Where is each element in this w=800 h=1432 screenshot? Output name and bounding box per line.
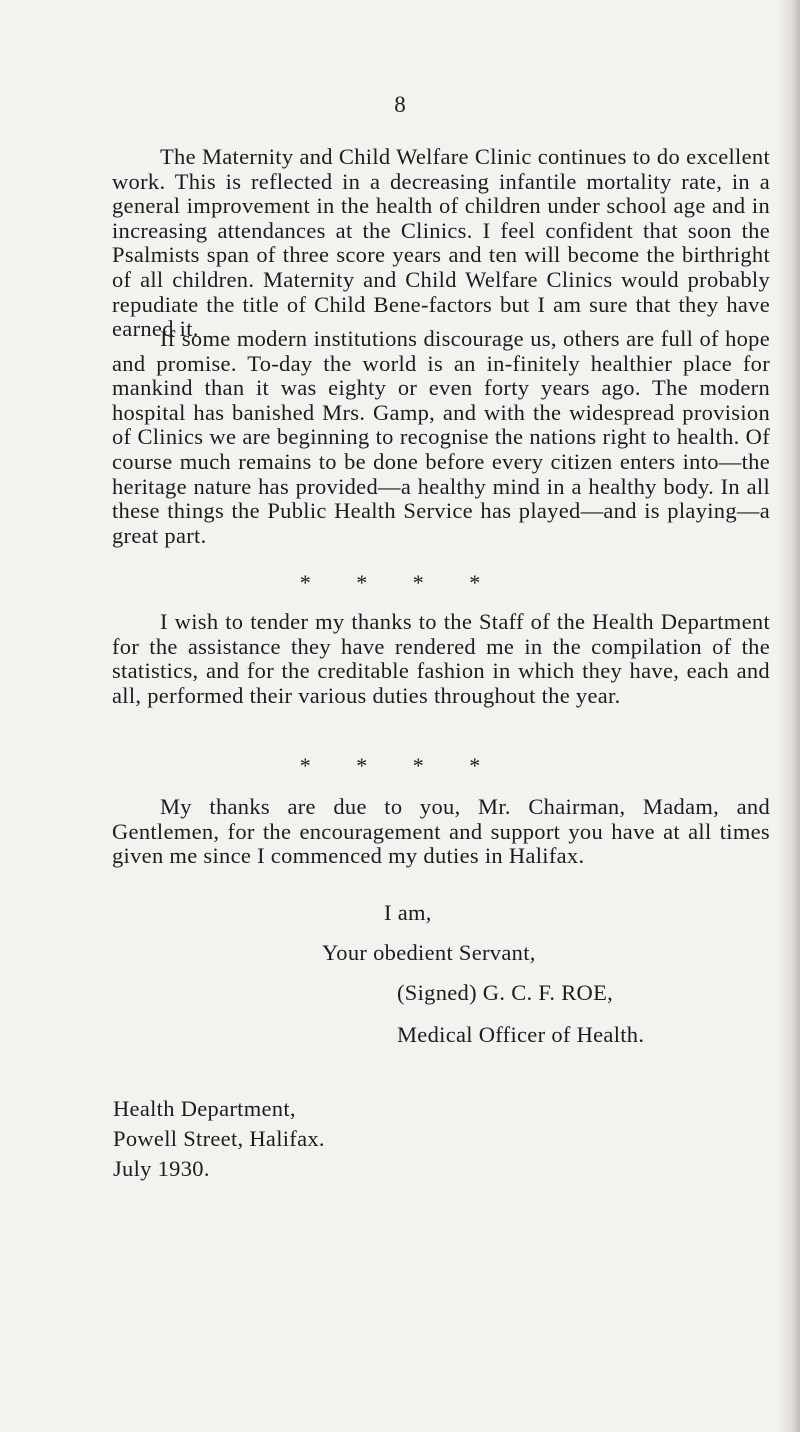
signature-servant: Your obedient Servant, [322, 940, 536, 965]
section-separator: * * * * [299, 570, 501, 595]
signature-name: (Signed) G. C. F. ROE, [397, 980, 614, 1005]
paragraph-maternity-clinic: The Maternity and Child Welfare Clinic continues to do excellent work. This is reflected in a decreasing infantile mortality rate, in a general improvement in the health of children under school age and in increasing attendances at the Clinics. I feel confident that soon the Psalmists span of three score years and ten will become the birthright of all children. Maternity and Child Welfare Clinics would probably repudiate the title of Child Bene-factors but I am sure that they have earned it. [112, 144, 770, 342]
address-date: July 1930. [113, 1156, 210, 1181]
page-number: 8 [394, 92, 406, 117]
address-street: Powell Street, Halifax. [113, 1126, 325, 1151]
paragraph-chairman-thanks: My thanks are due to you, Mr. Chairman, Madam, and Gentlemen, for the encouragement and support you have at all times given me since I commenced my duties in Halifax. [112, 794, 770, 869]
section-separator: * * * * [299, 753, 501, 778]
signature-closing: I am, [384, 900, 432, 925]
signature-title: Medical Officer of Health. [397, 1022, 645, 1047]
paragraph-staff-thanks: I wish to tender my thanks to the Staff of the Health Department for the assistance they have rendered me in the compilation of the statistics, and for the creditable fashion in which they have, each and all, performed their various duties throughout the year. [112, 609, 770, 708]
paragraph-modern-institutions: If some modern institutions discourage us, others are full of hope and promise. To-day the world is an in-finitely healthier place for mankind than it was eighty or even forty years ago. The modern hospital has banished Mrs. Gamp, and with the widespread provision of Clinics we are beginning to recognise the nations right to health. Of course much remains to be done before every citizen enters into—the heritage nature has provided—a healthy mind in a healthy body. In all these things the Public Health Service has played—and is playing—a great part. [112, 326, 770, 548]
address-department: Health Department, [113, 1096, 296, 1121]
page-edge-shadow [778, 0, 800, 1432]
